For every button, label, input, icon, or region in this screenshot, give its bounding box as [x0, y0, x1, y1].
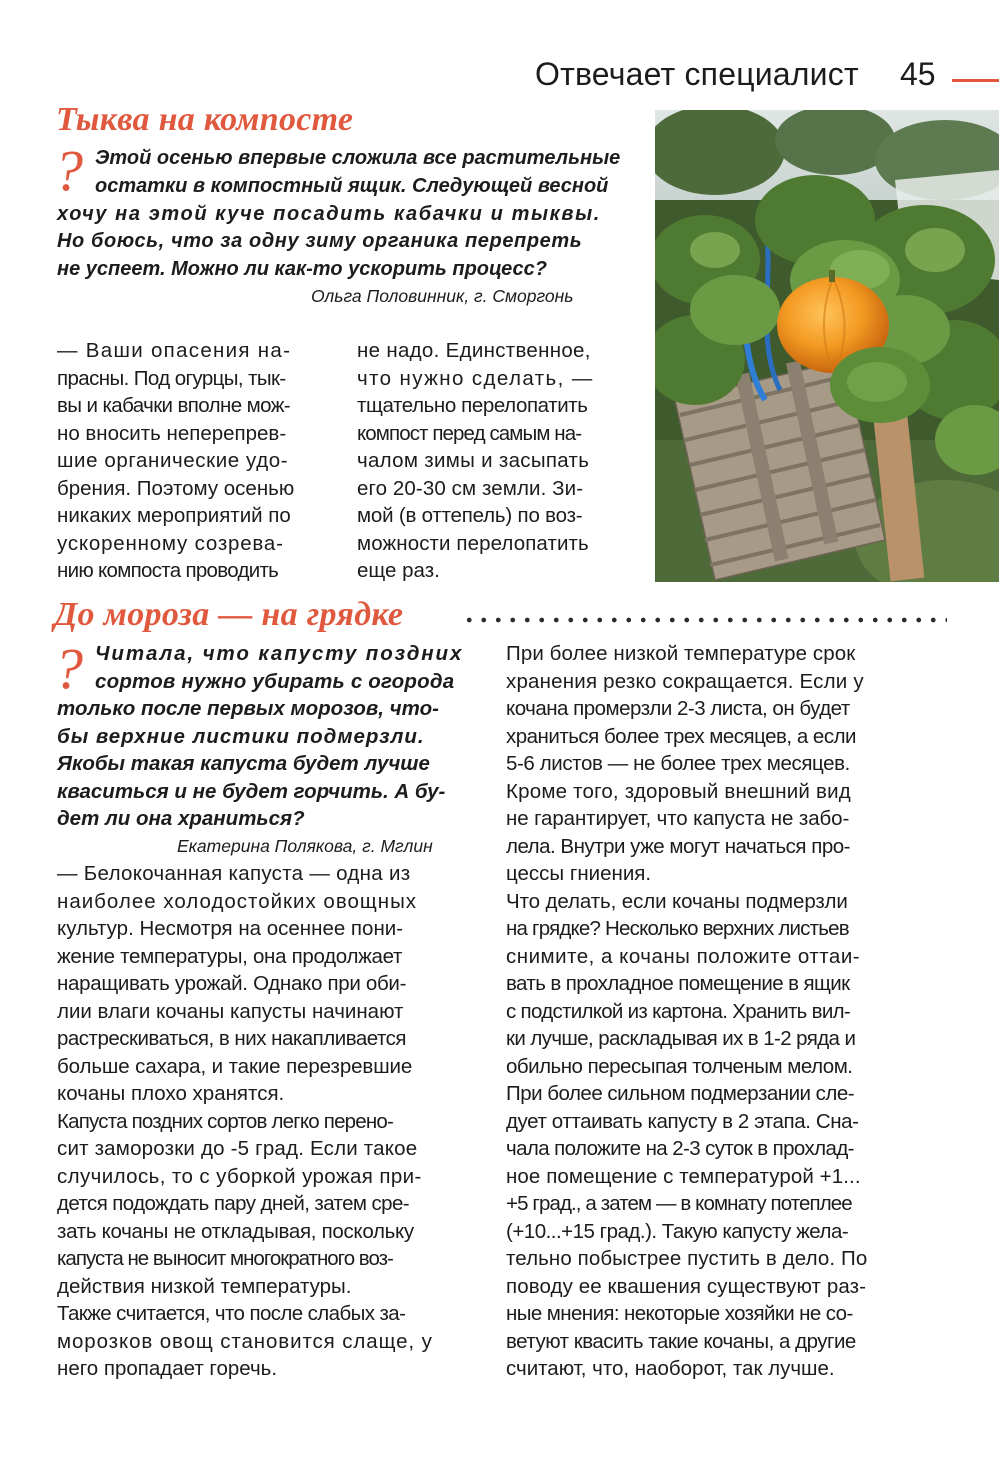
answer-line: нию компоста проводить [57, 559, 279, 582]
answer-line: вать в прохладное помещение в ящик [506, 972, 850, 995]
answer-line: капуста не выносит многократного воз- [57, 1247, 393, 1270]
answer-line: хранения резко сокращается. Если у [506, 670, 864, 693]
page-number: 45 [900, 56, 936, 92]
answer-line: дует оттаивать капусту в 2 этапа. Сна- [506, 1110, 859, 1133]
answer-line: жение температуры, она продолжает [57, 945, 403, 968]
answer-line: тельно побыстрее пустить в дело. По [506, 1247, 868, 1270]
answer-line: можности перелопатить [357, 532, 589, 555]
article2-author: Екатерина Полякова, г. Мглин [177, 836, 433, 856]
answer-line: растрескиваться, в них накапливается [57, 1027, 406, 1050]
answer-line: Капуста поздних сортов легко перено- [57, 1110, 394, 1133]
answer-line: компост перед самым на- [357, 422, 582, 445]
answer-line: прасны. Под огурцы, тык- [57, 367, 286, 390]
answer-line: тщательно перелопатить [357, 394, 588, 417]
answer-line: (+10...+15 град.). Такую капусту жела- [506, 1220, 849, 1243]
article1-title: Тыква на компосте [56, 101, 354, 138]
question-line: Но боюсь, что за одну зиму органика перепреть [57, 230, 583, 252]
question-line: бы верхние листики подмерзли. [57, 725, 425, 748]
question-line: дет ли она храниться? [57, 807, 305, 830]
answer-line: сит заморозки до -5 град. Если такое [57, 1137, 418, 1160]
answer-line: никаких мероприятий по [57, 504, 291, 527]
answer-line: шие органические удо- [57, 449, 289, 472]
answer-line: больше сахара, и такие перезревшие [57, 1055, 413, 1078]
answer-line: кочаны плохо хранятся. [57, 1082, 285, 1105]
answer-line: дется подождать пару дней, затем сре- [57, 1192, 409, 1215]
question-line: сортов нужно убирать с огорода [95, 670, 455, 693]
question-mark-icon: ? [54, 138, 83, 203]
pumpkin-on-compost-photo [655, 110, 999, 582]
answer-line: не надо. Единственное, [357, 339, 591, 362]
dotted-separator [462, 616, 947, 624]
answer-line: него пропадает горечь. [57, 1357, 278, 1380]
answer-line: зать кочаны не откладывая, поскольку [57, 1220, 414, 1243]
question-line: кваситься и не будет горчить. А бу- [57, 780, 446, 803]
answer-line: мой (в оттепель) по воз- [357, 504, 583, 527]
answer-line: ускоренному созрева- [57, 532, 284, 555]
header-rule [952, 79, 999, 82]
answer-line: — Белокочанная капуста — одна из [57, 862, 411, 885]
answer-line: Также считается, что после слабых за- [57, 1302, 406, 1325]
question-line: Этой осенью впервые сложила все растительные [95, 147, 621, 169]
answer-line: ные мнения: некоторые хозяйки не со- [506, 1302, 853, 1325]
question-line: не успеет. Можно ли как-то ускорить процесс? [57, 258, 547, 280]
answer-line: вы и кабачки вполне мож- [57, 394, 291, 417]
question-line: Якобы такая капуста будет лучше [57, 752, 430, 775]
question-line: хочу на этой куче посадить кабачки и тыквы. [57, 203, 601, 225]
answer-line: ветуют квасить такие кочаны, а другие [506, 1330, 856, 1353]
answer-line: не гарантирует, что капуста не забо- [506, 807, 850, 830]
answer-line: храниться более трех месяцев, а если [506, 725, 856, 748]
answer-line: поводу ее квашения существуют раз- [506, 1275, 867, 1298]
answer-line: случилось, то с уборкой урожая при- [57, 1165, 422, 1188]
section-title: Отвечает специалист [535, 56, 859, 92]
answer-line: чала положите на 2-3 суток в прохлад- [506, 1137, 854, 1160]
answer-line: еще раз. [357, 559, 440, 582]
answer-line: ки лучше, раскладывая их в 1-2 ряда и [506, 1027, 856, 1050]
answer-line: действия низкой температуры. [57, 1275, 352, 1298]
answer-line: — Ваши опасения на- [57, 339, 292, 362]
answer-line: лии влаги кочаны капусты начинают [57, 1000, 404, 1023]
question-line: остатки в компостный ящик. Следующей весной [95, 175, 609, 197]
answer-line: При более низкой температуре срок [506, 642, 856, 665]
answer-line: снимите, а кочаны положите оттаи- [506, 945, 861, 968]
question-mark-icon: ? [54, 636, 83, 701]
article2-title: До мороза — на грядке [54, 596, 404, 633]
answer-line: наращивать урожай. Однако при оби- [57, 972, 407, 995]
answer-line: 5-6 листов — не более трех месяцев. [506, 752, 850, 775]
answer-line: брения. Поэтому осенью [57, 477, 295, 500]
article1-author: Ольга Половинник, г. Сморгонь [311, 286, 574, 306]
question-line: Читала, что капусту поздних [95, 642, 464, 665]
answer-line: ное помещение с температурой +1... [506, 1165, 861, 1188]
answer-line: обильно пересыпая толченым мелом. [506, 1055, 853, 1078]
answer-line: но вносить неперепрев- [57, 422, 287, 445]
answer-line: Что делать, если кочаны подмерзли [506, 890, 848, 913]
answer-line: При более сильном подмерзании сле- [506, 1082, 855, 1105]
answer-line: наиболее холодостойких овощных [57, 890, 418, 913]
answer-line: морозков овощ становится слаще, у [57, 1330, 433, 1353]
answer-line: считают, что, наоборот, так лучше. [506, 1357, 835, 1380]
question-line: только после первых морозов, что- [57, 697, 439, 720]
answer-line: на грядке? Несколько верхних листьев [506, 917, 849, 940]
answer-line: чалом зимы и засыпать [357, 449, 590, 472]
answer-line: лела. Внутри уже могут начаться про- [506, 835, 850, 858]
answer-line: цессы гниения. [506, 862, 652, 885]
answer-line: его 20-30 см земли. Зи- [357, 477, 584, 500]
answer-line: кочана промерзли 2-3 листа, он будет [506, 697, 850, 720]
answer-line: Кроме того, здоровый внешний вид [506, 780, 851, 803]
answer-line: что нужно сделать, — [357, 367, 594, 390]
answer-line: +5 град., а затем — в комнату потеплее [506, 1192, 852, 1215]
answer-line: культур. Несмотря на осеннее пони- [57, 917, 404, 940]
answer-line: с подстилкой из картона. Хранить вил- [506, 1000, 850, 1023]
